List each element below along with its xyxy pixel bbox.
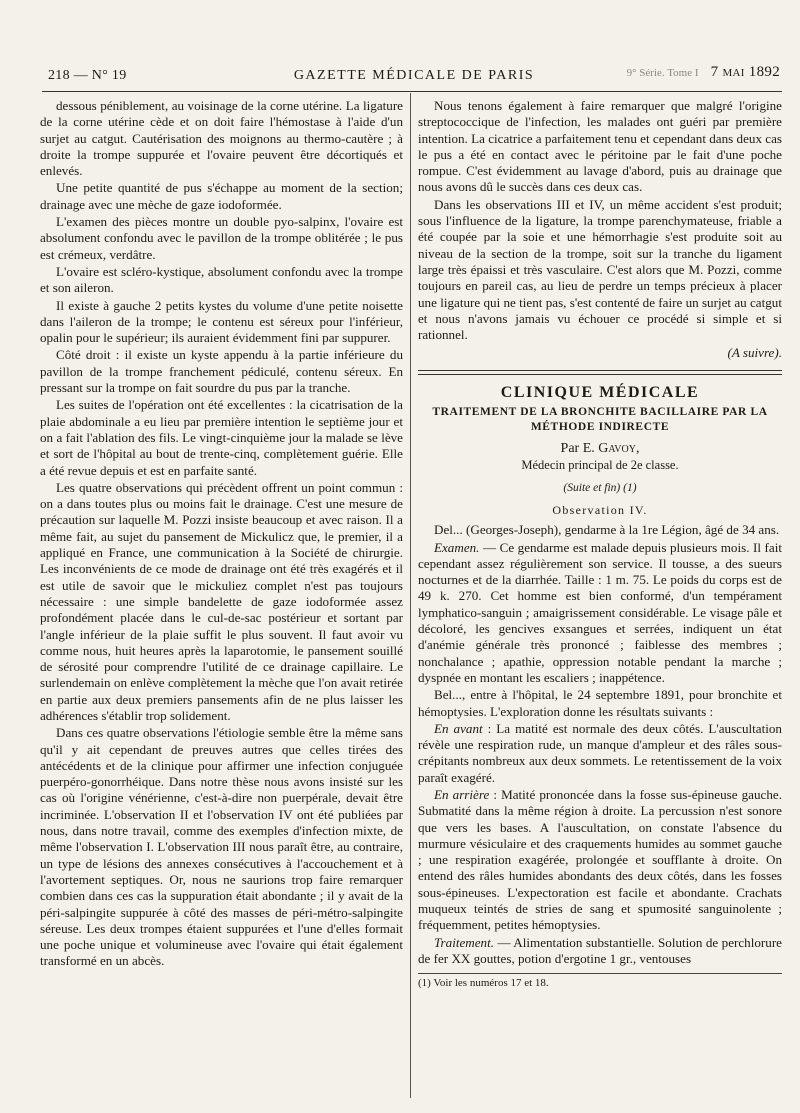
date-year: 1892 — [748, 64, 780, 80]
footnote: (1) Voir les numéros 17 et 18. — [418, 977, 549, 990]
paragraph: Del... (Georges-Joseph), gendarme à la 1re Légion, âgé de 34 ans. — [434, 522, 780, 538]
a-suivre: (A suivre). — [727, 345, 782, 361]
article-author — [418, 441, 782, 457]
date-month: MAI — [722, 67, 745, 79]
paragraph: Les quatre observations qui précèdent offrent un point commun : on a dans toutes plus ou moins fait le drainage. C'est une mesure de précaution sur laquelle M. Pozzi insiste beaucoup et avec raison. Il a même fait, au sujet du pansement de Mickulicz que, le premier, il a appliqué en France, une communication à la Société de chirurgie. Les inconvénients de ce mode de drainage ont été très exagérés et il est utile de savoir que le mickuliez complet n'est pas toujours nécessaire : une simple bandelette de gaze iodoformée assez profondément placée dans le cul-de-sac postérieur et sortant par l'angle inférieur de la plaie suffit le plus souvent. Il faut avoir vu comme nous, huit heures après la laparotomie, le pansement souillé de sérosité pour comprendre l'utilité de ce drainage capillaire. Le surlendemain on enlève complètement la mèche que l'on avait retirée en partie aux deux premiers pansements afin de ne plus laisser les adhérences s'établir trop solidement. — [40, 479, 403, 723]
paragraph: L'examen des pièces montre un double pyo-salpinx, l'ovaire est absolument confondu avec le pavillon de la trompe oblitérée ; le pus est crémeux, verdâtre. — [40, 214, 403, 262]
traitement-label: Traitement. — [434, 934, 495, 950]
paragraph: Il existe à gauche 2 petits kystes du volume d'une petite noisette dans l'aileron de la trompe; le contenu est séreux pour l'inférieur, opalin pour le supérieur; ils auraient évidemment fini par suppurer. — [40, 297, 403, 346]
paragraph: L'ovaire est scléro-kystique, absolument confondu avec la trompe et son aileron. — [40, 263, 403, 296]
paragraph: Les suites de l'opération ont été excellentes : la cicatrisation de la plaie abdominale a eu lieu par première intention le septième jour et on a fait l'ablation des fils. Le vingt-cinquième jour la malade se lève et sort de l'hôpital au bout de trente-cinq, complètement guérie. Elle a été revue depuis et est en parfaite santé. — [40, 397, 403, 478]
author-prefix: Par E. — [560, 441, 595, 457]
en-arriere-label: En arrière — [434, 786, 490, 802]
author-name: Gavoy — [598, 441, 636, 457]
en-arriere-body: : Matité prononcée dans la fosse sus-épineuse gauche. Submatité dans la même région à droite. La percussion n'est sonore que vers les bases. A l'auscultation, on constate l'absence du murmure vésiculaire et des craquements humides au sommet gauche ; une respiration exagérée, prolongée et soufflante à droite. On entend des râles humides abondants des deux côtés, dans les fosses sous-épineuses. L'expectoration est facile et abondante. Crachats muqueux teintés de stries de sang et spumosité sanguinolente ; fréquemment, petites hémoptysies. — [418, 786, 782, 933]
paragraph: Dans les observations III et IV, un même accident s'est produit; sous l'influence de la ligature, la trompe parenchymateuse, friable a été coupée par la soie et une hémorrhagie s'est produite soit au niveau de la section de la trompe, soit sur la tranche du ligament large très épaissi et très vasculaire. C'est alors que M. Pozzi, comme toujours en pareil cas, au lieu de perdre un temps précieux à placer une ligature qui ne tient pas, s'est contenté de faire un surjet au catgut et nous n'avons jamais vu échouer ce procédé si simple et si rationnel. — [418, 196, 782, 343]
en-avant-label: En avant — [434, 720, 483, 736]
paragraph: Dans ces quatre observations l'étiologie semble être la même sans qu'il y ait cependant de preuves autres que celles tirées des antécédents et de la clinique pour affirmer une infection conjuguée puerpéro-gonorrhéique. Dans notre thèse nous avons insisté sur les cas où l'origine vénérienne, c'est-à-dire non puerpérale, devait être incriminée. L'observation II et l'observation IV ont été publiées par nous, dans notre travail, comme des exemples d'infection mixte, de même l'observation I. L'observation III nous paraît être, au contraire, un type de lésions des annexes consécutives à l'accouchement et à l'avortement septiques. Or, nous ne saurions trop faire remarquer combien dans ces cas la suppuration était abondante ; il y avait de la péri-salpingite suppurée à côté des masses de péri-métro-salpingite séreuse. Les deux trompes étaient suppurées et l'une d'elles formait une poche unique et volumineuse avec l'ovaire qui était également transformé en un abcès. — [40, 725, 403, 969]
author-rank: Médecin principal de 2e classe. — [521, 458, 679, 473]
paragraph: Une petite quantité de pus s'échappe au moment de la section; drainage avec une mèche de gaze iodoformée. — [40, 180, 403, 212]
section-title: CLINIQUE MÉDICALE — [500, 383, 700, 401]
suite-et-fin: (Suite et fin) (1) — [563, 481, 637, 494]
paragraph-en-avant — [418, 721, 782, 786]
header-rule — [42, 91, 782, 92]
examen-label: Examen. — [434, 539, 480, 555]
faded-series-text: 9° Série. Tome I — [626, 67, 699, 79]
paragraph-en-arriere — [418, 787, 782, 934]
article-title-line-1: TRAITEMENT DE LA BRONCHITE BACILLAIRE PAR LA — [432, 406, 768, 419]
paragraph: Nous tenons également à faire remarquer que malgré l'origine streptococcique de l'infection, les malades ont guéri par première intention. La cicatrice a parfaitement tenu et cependant dans deux cas le pus a été en contact avec le péritoine par le fait d'une poche rompue. C'est évidemment au lavage d'abord, puis au drainage que nous avons dû le succès dans ces deux cas. — [418, 98, 782, 195]
left-column — [40, 98, 403, 970]
column-divider — [410, 93, 411, 1098]
article-title-line-2: MÉTHODE INDIRECTE — [530, 421, 670, 434]
paragraph: Côté droit : il existe un kyste appendu à la partie inférieure du pavillon de la trompe franchement pédiculé, contenu séreux. En pressant sur la trompe on fait sourdre du pus par la tranche. — [40, 347, 403, 396]
examen-body: — Ce gendarme est malade depuis plusieurs mois. Il fait cependant assez régulièrement son service. Il tousse, a des sueurs nocturnes et de la diarrhée. Taille : 1 m. 75. Le poids du corps est de 49 k. 270. Cet homme est bien conformé, d'un tempérament lymphatico-sanguin ; amaigrissement considérable. Le visage pâle et décoloré, les gencives exsangues et serrées, indiquent un état d'anémie générale très prononcé ; faiblesse des membres ; nonchalance ; apathie, oppression notable pendant la marche ; dyspnée en montant les escaliers ; inappétence. — [418, 539, 782, 685]
author-suffix: , — [635, 441, 640, 457]
page-number: 218 — N° 19 — [48, 68, 127, 83]
paragraph-examen — [418, 540, 782, 687]
page-header — [48, 64, 780, 88]
issue-date — [627, 64, 780, 81]
paragraph: dessous péniblement, au voisinage de la corne utérine. La ligature de la corne utérine cède et on doit faire l'hémostase à l'aide d'un surjet au catgut. Cautérisation des moignons au thermo-cautère ; à droite la trompe suppurée et l'ovaire peuvent être décortiqués et enlevés. — [40, 98, 403, 179]
traitement-body: — Alimentation substantielle. Solution de perchlorure de fer XX gouttes, potion d'ergotine 1 gr., ventouses — [418, 934, 782, 966]
date-day: 7 — [710, 64, 719, 80]
observation-heading: Observation IV. — [552, 502, 648, 517]
paragraph: Bel..., entre à l'hôpital, le 24 septembre 1891, pour bronchite et hémoptysies. L'exploration donne les résultats suivants : — [418, 687, 782, 719]
footnote-rule — [418, 973, 782, 974]
journal-title: GAZETTE MÉDICALE DE PARIS — [293, 68, 535, 83]
right-column — [418, 98, 782, 990]
en-avant-body: : La matité est normale des deux côtés. L'auscultation révèle une respiration rude, un manque d'ampleur et des râles sous-crépitants nombreux aux deux sommets. Le retentissement de la voix paraît exagéré. — [418, 720, 782, 785]
paragraph-traitement — [418, 935, 782, 968]
section-double-rule — [418, 370, 782, 375]
